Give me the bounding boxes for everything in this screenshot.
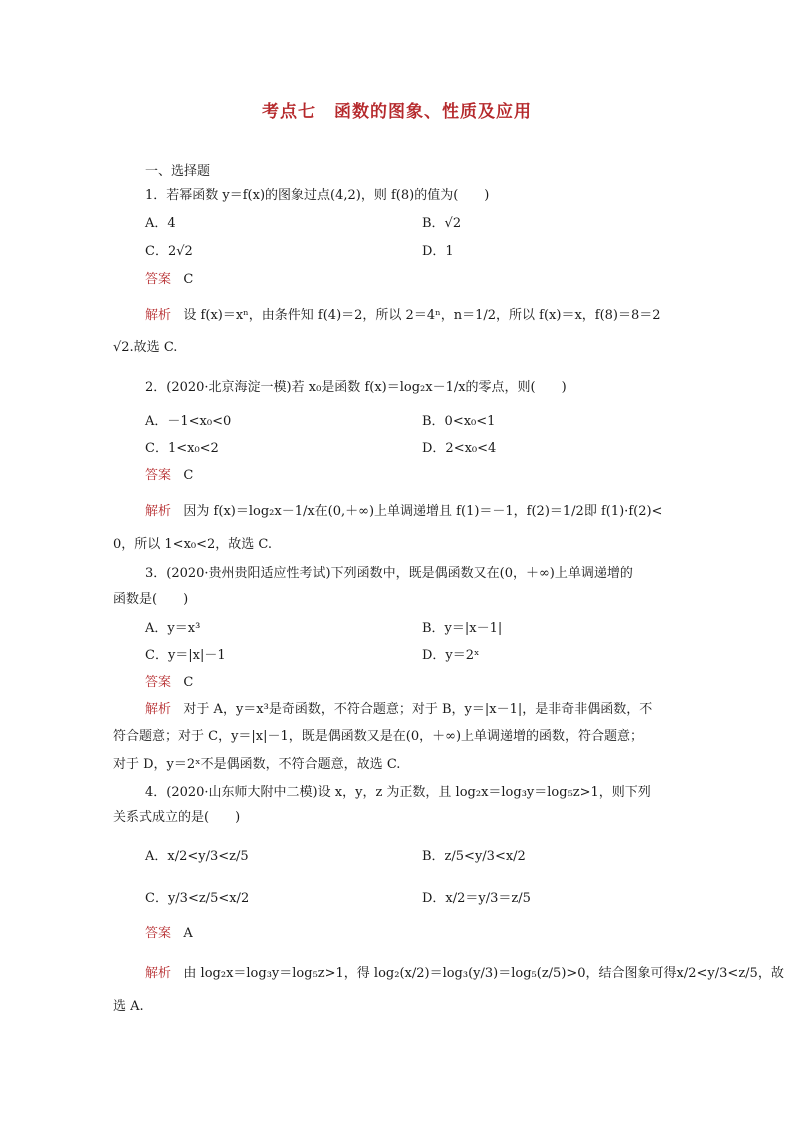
q3-explanation-line2: 符合题意；对于 C，y＝|x|－1，既是偶函数又是在(0，＋∞)上单调递增的函数，符合题意；	[113, 729, 644, 744]
q4-option-d: D．x/2＝y/3＝z/5	[422, 891, 531, 906]
q1-option-b: B．√2	[422, 216, 462, 231]
q4-answer-value: A	[183, 926, 193, 941]
q3-option-d: D．y＝2ˣ	[422, 648, 480, 663]
q2-exp-text1: 因为 f(x)＝log₂x－1/x在(0,＋∞)上单调递增且 f(1)＝－1，f(2)＝1/2即 f(1)·f(2)<	[183, 504, 663, 519]
q3-explanation-line1	[145, 700, 652, 720]
q1-answer	[145, 270, 193, 290]
q1-answer-value: C	[183, 272, 194, 287]
q2-answer-value: C	[183, 468, 194, 483]
q1-exp-text1: 设 f(x)＝xⁿ，由条件知 f(4)＝2，所以 2＝4ⁿ，n＝1/2，所以 f(x)＝x，f(8)＝8＝2	[183, 308, 661, 323]
q3-option-a: A．y＝x³	[145, 621, 201, 636]
q4-exp-label: 解析	[145, 966, 172, 981]
q3-option-b: B．y＝|x－1|	[422, 621, 503, 636]
q1-explanation-line1	[145, 306, 661, 326]
q3-answer-label: 答案	[145, 675, 172, 690]
q1-exp-label: 解析	[145, 308, 172, 323]
q4-explanation-line1	[145, 964, 784, 984]
q2-exp-label: 解析	[145, 504, 172, 519]
q4-stem-line2: 关系式成立的是( )	[113, 810, 241, 825]
q4-stem-line1: 4．(2020·山东师大附中二模)设 x，y，z 为正数，且 log₂x＝log₃y＝log₅z>1，则下列	[145, 785, 651, 800]
q1-stem: 1．若幂函数 y＝f(x)的图象过点(4,2)，则 f(8)的值为( )	[145, 188, 490, 203]
section-heading: 一、选择题	[145, 164, 211, 179]
q3-option-c: C．y＝|x|－1	[145, 648, 226, 663]
q2-option-d: D．2<x₀<4	[422, 441, 497, 456]
q4-explanation-line2: 选 A.	[113, 999, 144, 1014]
q2-option-b: B．0<x₀<1	[422, 414, 496, 429]
q4-exp-text1: 由 log₂x＝log₃y＝log₅z>1，得 log₂(x/2)＝log₃(y/3)＝log₅(z/5)>0，结合图象可得x/2<y/3<z/5，故	[183, 966, 784, 981]
q2-option-c: C．1<x₀<2	[145, 441, 219, 456]
q2-option-a: A．－1<x₀<0	[145, 414, 232, 429]
q3-answer-value: C	[183, 675, 194, 690]
q1-option-a: A．4	[145, 216, 176, 231]
q2-stem: 2．(2020·北京海淀一模)若 x₀是函数 f(x)＝log₂x－1/x的零点，则( )	[145, 380, 567, 395]
q3-stem-line1: 3．(2020·贵州贵阳适应性考试)下列函数中，既是偶函数又在(0，＋∞)上单调递增的	[145, 566, 633, 581]
page-title: 考点七 函数的图象、性质及应用	[262, 102, 532, 122]
q4-answer-label: 答案	[145, 926, 172, 941]
q3-answer	[145, 673, 193, 693]
q4-option-b: B．z/5<y/3<x/2	[422, 849, 526, 864]
q2-explanation-line2: 0，所以 1<x₀<2，故选 C.	[113, 537, 273, 552]
q1-option-d: D．1	[422, 244, 454, 259]
q3-explanation-line3: 对于 D，y＝2ˣ不是偶函数，不符合题意，故选 C.	[113, 757, 401, 772]
q3-exp-text1: 对于 A，y＝x³是奇函数，不符合题意；对于 B，y＝|x－1|，是非奇非偶函数，不	[183, 702, 653, 717]
q3-stem-line2: 函数是( )	[113, 592, 189, 607]
q4-answer	[145, 924, 193, 944]
q2-answer-label: 答案	[145, 468, 172, 483]
q1-option-c: C．2√2	[145, 244, 193, 259]
q4-option-c: C．y/3<z/5<x/2	[145, 891, 250, 906]
q1-answer-label: 答案	[145, 272, 172, 287]
q1-explanation-line2: √2.故选 C.	[113, 340, 178, 355]
q3-exp-label: 解析	[145, 702, 172, 717]
q4-option-a: A．x/2<y/3<z/5	[145, 849, 249, 864]
q2-explanation-line1	[145, 502, 662, 522]
q2-answer	[145, 466, 193, 486]
